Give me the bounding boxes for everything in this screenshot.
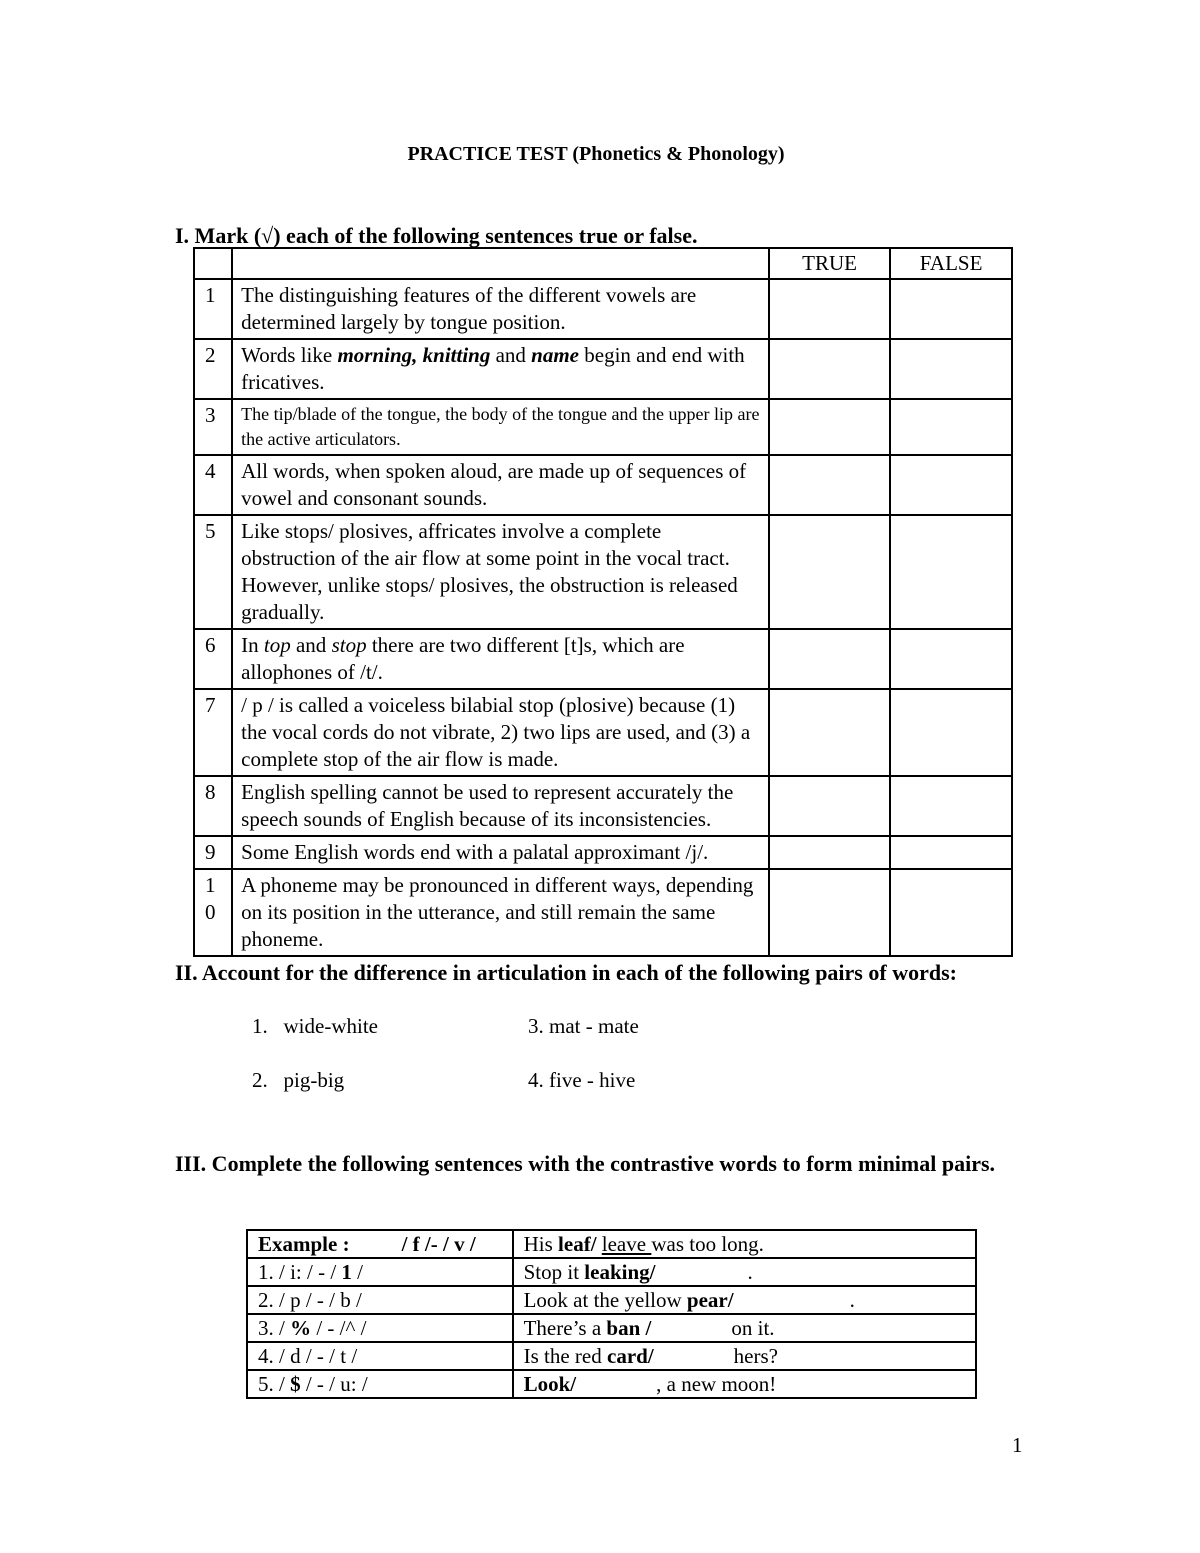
table-row — [194, 515, 1012, 629]
table-row — [194, 869, 1012, 956]
false-answer-cell[interactable] — [890, 339, 1012, 399]
row-number — [194, 869, 232, 956]
example-sounds: / f /- / v / — [401, 1232, 476, 1256]
false-answer-cell[interactable] — [890, 869, 1012, 956]
statement-text: English spelling cannot be used to represent accurately the speech sounds of English because of its inconsistencies. — [232, 776, 769, 836]
row-number: 9 — [194, 836, 232, 869]
item-text: wide-white — [283, 1014, 378, 1038]
header-true: TRUE — [769, 248, 890, 279]
table-row — [247, 1230, 976, 1258]
true-answer-cell[interactable] — [769, 399, 890, 455]
true-answer-cell[interactable] — [769, 455, 890, 515]
false-answer-cell[interactable] — [890, 399, 1012, 455]
sounds-text: 4. / d / - / t / — [258, 1344, 358, 1368]
header-empty-cell — [194, 248, 232, 279]
false-answer-cell[interactable] — [890, 455, 1012, 515]
sounds-symbol: % — [290, 1316, 312, 1340]
row-number: 8 — [194, 776, 232, 836]
row-number-part: 0 — [205, 900, 216, 924]
sounds-symbol: 1 — [341, 1260, 352, 1284]
statement-text-part: begin and end with fricatives. — [241, 343, 745, 394]
given-word: ban / — [606, 1316, 652, 1340]
list-item — [528, 1014, 639, 1039]
table-row — [194, 629, 1012, 689]
table-row — [194, 339, 1012, 399]
sentence-cell — [513, 1230, 976, 1258]
table-row — [194, 689, 1012, 776]
table-row — [194, 455, 1012, 515]
statement-text: Like stops/ plosives, affricates involve a complete obstruction of the air flow at some point in the vocal tract. However, unlike stops/ plosives, the obstruction is released gradually. — [232, 515, 769, 629]
list-item — [528, 1068, 635, 1093]
row-number: 5 — [194, 515, 232, 629]
section1-heading: I. Mark (√) each of the following sentences true or false. — [175, 223, 698, 248]
statement-text-part: and — [490, 343, 532, 367]
false-answer-cell[interactable] — [890, 836, 1012, 869]
statement-text: The tip/blade of the tongue, the body of the tongue and the upper lip are the active articulators. — [232, 399, 769, 455]
false-answer-cell[interactable] — [890, 279, 1012, 339]
row-number: 7 — [194, 689, 232, 776]
sounds-text: 5. / — [258, 1372, 291, 1396]
given-word: leaking/ — [584, 1260, 656, 1284]
sentence-text: on it. — [731, 1316, 775, 1340]
given-word: card/ — [607, 1344, 654, 1368]
sentence-text: His — [523, 1232, 559, 1256]
example-word: top — [263, 633, 291, 657]
true-answer-cell[interactable] — [769, 515, 890, 629]
answer-word: leave — [601, 1232, 652, 1256]
true-answer-cell[interactable] — [769, 279, 890, 339]
statement-text — [232, 339, 769, 399]
sentence-text: , a new moon! — [656, 1372, 777, 1396]
sentence-text: There’s a — [523, 1316, 607, 1340]
table-row — [194, 836, 1012, 869]
table-row — [247, 1314, 976, 1342]
sentence-cell — [513, 1286, 976, 1314]
example-word: morning — [337, 343, 413, 367]
header-empty-cell — [232, 248, 769, 279]
sentence-cell — [513, 1258, 976, 1286]
true-answer-cell[interactable] — [769, 339, 890, 399]
sentence-text: Look at the yellow — [523, 1288, 687, 1312]
sounds-text: / - / u: / — [300, 1372, 368, 1396]
false-answer-cell[interactable] — [890, 515, 1012, 629]
statement-text: The distinguishing features of the different vowels are determined largely by tongue position. — [232, 279, 769, 339]
statement-text-part: , — [412, 343, 423, 367]
sounds-text: 2. / p / - / b / — [258, 1288, 362, 1312]
statement-text — [232, 629, 769, 689]
statement-text: / p / is called a voiceless bilabial stop (plosive) because (1) the vocal cords do not vibrate, 2) two lips are used, and (3) a complete stop of the air flow is made. — [232, 689, 769, 776]
item-number: 3. — [528, 1014, 544, 1038]
table-row — [194, 279, 1012, 339]
example-label: Example : — [258, 1232, 350, 1256]
item-text: pig-big — [283, 1068, 345, 1092]
row-number: 2 — [194, 339, 232, 399]
true-answer-cell[interactable] — [769, 836, 890, 869]
true-false-table — [193, 247, 1013, 957]
item-text: mat - mate — [549, 1014, 639, 1038]
sounds-cell — [247, 1370, 513, 1398]
sounds-cell — [247, 1314, 513, 1342]
sounds-text: / — [351, 1260, 364, 1284]
list-item — [252, 1014, 378, 1039]
statement-text: All words, when spoken aloud, are made up of sequences of vowel and consonant sounds. — [232, 455, 769, 515]
table-row — [247, 1286, 976, 1314]
false-answer-cell[interactable] — [890, 629, 1012, 689]
sounds-cell — [247, 1230, 513, 1258]
sentence-text: was too long. — [651, 1232, 764, 1256]
section2-heading: II. Account for the difference in articulation in each of the following pairs of words: — [175, 960, 957, 985]
false-answer-cell[interactable] — [890, 776, 1012, 836]
sounds-symbol: $ — [290, 1372, 301, 1396]
row-number: 3 — [194, 399, 232, 455]
sentence-cell — [513, 1370, 976, 1398]
sounds-cell — [247, 1342, 513, 1370]
sentence-cell — [513, 1342, 976, 1370]
sentence-text: Stop it — [523, 1260, 585, 1284]
true-answer-cell[interactable] — [769, 776, 890, 836]
sentence-text: hers? — [733, 1344, 778, 1368]
page-title: PRACTICE TEST (Phonetics & Phonology) — [407, 143, 785, 165]
sounds-text: / - /^ / — [311, 1316, 367, 1340]
header-false: FALSE — [890, 248, 1012, 279]
true-answer-cell[interactable] — [769, 869, 890, 956]
statement-text-part: there are two different [t]s, which are allophones of /t/. — [241, 633, 685, 684]
example-word: stop — [331, 633, 367, 657]
sentence-text: . — [849, 1288, 855, 1312]
row-number-part: 1 — [205, 873, 216, 897]
row-number: 4 — [194, 455, 232, 515]
statement-text: Some English words end with a palatal approximant /j/. — [232, 836, 769, 869]
sounds-text: 1. / i: / - / — [258, 1260, 342, 1284]
sounds-cell — [247, 1258, 513, 1286]
table-row — [194, 776, 1012, 836]
list-item — [252, 1068, 344, 1093]
item-number: 1. — [252, 1014, 268, 1038]
row-number: 6 — [194, 629, 232, 689]
sounds-cell — [247, 1286, 513, 1314]
table-row — [247, 1258, 976, 1286]
item-number: 2. — [252, 1068, 268, 1092]
false-answer-cell[interactable] — [890, 689, 1012, 776]
minimal-pairs-table — [246, 1229, 977, 1399]
given-word: pear/ — [686, 1288, 734, 1312]
item-number: 4. — [528, 1068, 544, 1092]
page-number: 1 — [1012, 1433, 1023, 1457]
table-row — [247, 1370, 976, 1398]
sentence-text: Is the red — [523, 1344, 607, 1368]
item-text: five - hive — [549, 1068, 636, 1092]
given-word: leaf/ — [558, 1232, 597, 1256]
section3-heading: III. Complete the following sentences with the contrastive words to form minimal pairs. — [175, 1151, 996, 1176]
statement-text: A phoneme may be pronounced in different ways, depending on its position in the utterance, and still remain the same phoneme. — [232, 869, 769, 956]
statement-text-part: In — [241, 633, 264, 657]
table-header-row — [194, 248, 1012, 279]
example-word: name — [531, 343, 580, 367]
row-number: 1 — [194, 279, 232, 339]
sentence-text: . — [747, 1260, 753, 1284]
given-word: Look/ — [523, 1372, 577, 1396]
table-row — [247, 1342, 976, 1370]
table-row — [194, 399, 1012, 455]
true-answer-cell[interactable] — [769, 629, 890, 689]
example-word: knitting — [422, 343, 491, 367]
statement-text-part: Words like — [241, 343, 338, 367]
sentence-cell — [513, 1314, 976, 1342]
sounds-text: 3. / — [258, 1316, 291, 1340]
true-answer-cell[interactable] — [769, 689, 890, 776]
statement-text-part: and — [290, 633, 332, 657]
